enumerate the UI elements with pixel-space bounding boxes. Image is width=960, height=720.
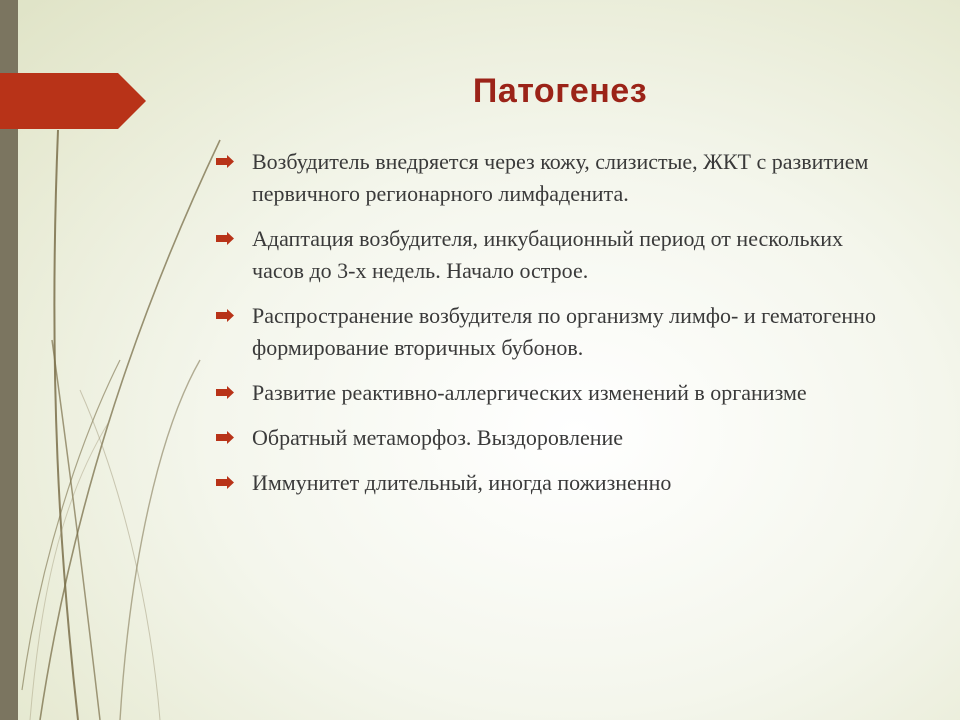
slide-title: Патогенез [472, 72, 648, 110]
bullet-text: Обратный метаморфоз. Выздоровление [252, 425, 624, 450]
bullet-item [214, 467, 894, 499]
right-arrow-icon [216, 386, 234, 399]
right-arrow-icon [216, 476, 234, 489]
bullet-item [214, 146, 894, 210]
bullet-item [214, 300, 894, 364]
bullet-item [214, 377, 894, 409]
bullet-text: Развитие реактивно-аллергических изменений в организме [252, 380, 807, 405]
bullet-item [214, 223, 894, 287]
right-arrow-icon [216, 309, 234, 322]
bullet-item [214, 422, 894, 454]
bullet-text: Адаптация возбудителя, инкубационный период от нескольких часов до 3-х недель. Начало острое. [252, 226, 844, 283]
bullet-list [214, 146, 894, 512]
title-accent-tab [0, 73, 146, 129]
bullet-text: Иммунитет длительный, иногда пожизненно [252, 470, 672, 495]
right-arrow-icon [216, 155, 234, 168]
bullet-text: Возбудитель внедряется через кожу, слизистые, ЖКТ с развитием первичного регионарного лимфаденита. [252, 149, 869, 206]
right-arrow-icon [216, 232, 234, 245]
bullet-text: Распространение возбудителя по организму лимфо- и гематогенно формирование вторичных бубонов. [252, 303, 876, 360]
right-arrow-icon [216, 431, 234, 444]
